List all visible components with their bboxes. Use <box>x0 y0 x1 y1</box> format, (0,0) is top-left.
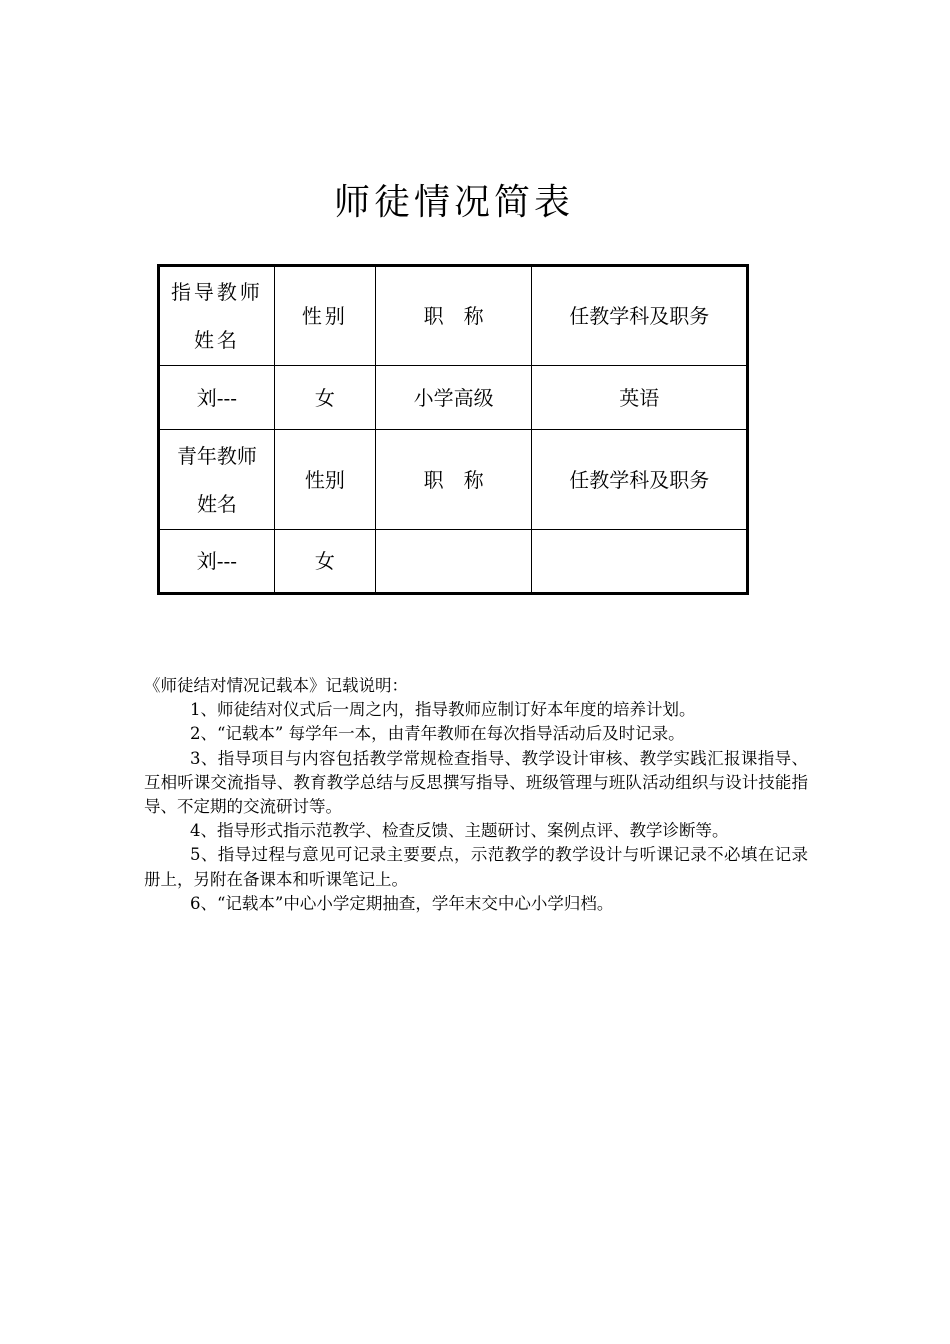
mentee-data-row <box>159 530 748 594</box>
mentor-name-cell: 刘--- <box>159 366 275 430</box>
mentee-subject-header: 任教学科及职务 <box>532 430 748 530</box>
mentor-rank-header: 职 称 <box>375 266 532 366</box>
mentor-data-row <box>159 366 748 430</box>
mentee-name-header-line1: 青年教师 <box>176 443 257 468</box>
mentee-name-cell: 刘--- <box>159 530 275 594</box>
mentor-gender-header: 性别 <box>274 266 375 366</box>
mentor-name-header-line1: 指导教师 <box>170 280 263 304</box>
note-item-5: 5、指导过程与意见可记录主要要点，示范教学的教学设计与听课记录不必填在记录册上，另附在备课本和听课笔记上。 <box>144 845 808 889</box>
mentor-gender-cell: 女 <box>274 366 375 430</box>
mentor-mentee-table <box>157 264 749 595</box>
mentor-subject-cell: 英语 <box>532 366 748 430</box>
mentor-name-header <box>159 266 275 366</box>
mentee-name-header <box>159 430 275 530</box>
mentee-gender-header: 性别 <box>274 430 375 530</box>
note-item-4: 4、指导形式指示范教学、检查反馈、主题研讨、案例点评、教学诊断等。 <box>190 821 729 841</box>
mentee-header-row <box>159 430 748 530</box>
note-item-1: 1、师徒结对仪式后一周之内，指导教师应制订好本年度的培养计划。 <box>190 700 696 720</box>
page-title: 师徒情况简表 <box>333 182 574 224</box>
note-item-3: 3、指导项目与内容包括教学常规检查指导、教学设计审核、教学实践汇报课指导、互相听课交流指导、教育教学总结与反思撰写指导、班级管理与班队活动组织与设计技能指导、不定期的交流研讨等。 <box>144 748 808 817</box>
note-item-6: 6、“记载本”中心小学定期抽查，学年末交中心小学归档。 <box>190 893 614 913</box>
mentee-name-header-line2: 姓名 <box>196 491 237 516</box>
mentor-name-header-line2: 姓名 <box>193 328 240 352</box>
mentor-rank-cell: 小学高级 <box>375 366 532 430</box>
note-item-2: 2、“记载本” 每学年一本，由青年教师在每次指导活动后及时记录。 <box>190 724 685 744</box>
mentee-rank-header: 职 称 <box>375 430 532 530</box>
notes-heading: 《师徒结对情况记载本》记载说明： <box>144 676 408 695</box>
mentee-gender-cell: 女 <box>274 530 375 594</box>
mentee-subject-cell <box>532 530 748 594</box>
mentee-rank-cell <box>375 530 532 594</box>
mentor-header-row <box>159 266 748 366</box>
mentor-subject-header: 任教学科及职务 <box>532 266 748 366</box>
notes-section <box>144 674 808 916</box>
